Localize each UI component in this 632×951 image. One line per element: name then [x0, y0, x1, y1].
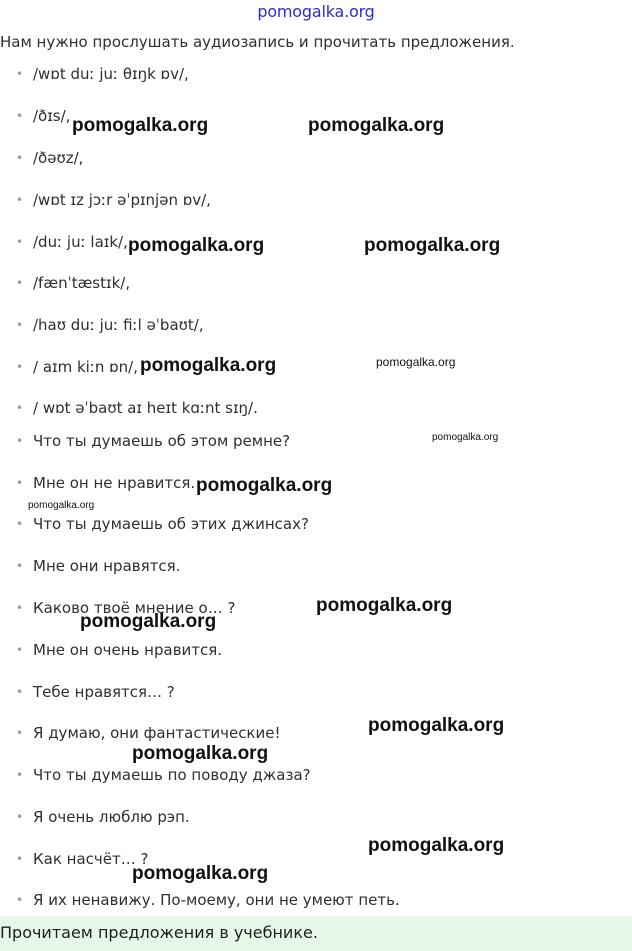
bullet-icon: •: [16, 893, 24, 907]
item-text: / aɪm kiːn ɒn/,: [33, 358, 138, 376]
item-text: Что ты думаешь по поводу джаза?: [33, 766, 311, 784]
item-text: Мне они нравятся.: [33, 557, 181, 575]
watermark: pomogalka.org: [308, 115, 445, 136]
site-header-link[interactable]: pomogalka.org: [257, 2, 375, 21]
item-text: Тебе нравятся… ?: [33, 683, 175, 701]
watermark: pomogalka.org: [28, 500, 95, 511]
bullet-icon: •: [16, 810, 24, 824]
item-text: /duː juː laɪk/,: [33, 233, 128, 251]
bullet-icon: •: [16, 401, 24, 415]
bullet-icon: •: [16, 601, 24, 615]
item-text: /wɒt ɪz jɔːr əˈpɪnjən ɒv/,: [33, 191, 211, 209]
footer-bar: [0, 916, 632, 951]
bullet-icon: •: [16, 109, 24, 123]
footer-text: Прочитаем предложения в учебнике.: [0, 923, 318, 942]
bullet-icon: •: [16, 434, 24, 448]
item-text: Я очень люблю рэп.: [33, 808, 190, 826]
bullet-icon: •: [16, 768, 24, 782]
bullet-icon: •: [16, 67, 24, 81]
watermark: pomogalka.org: [132, 743, 269, 764]
watermark: pomogalka.org: [128, 235, 265, 256]
bullet-icon: •: [16, 235, 24, 249]
bullet-icon: •: [16, 517, 24, 531]
bullet-icon: •: [16, 685, 24, 699]
watermark: pomogalka.org: [72, 115, 209, 136]
bullet-icon: •: [16, 476, 24, 490]
item-text: Каково твоё мнение о… ?: [33, 599, 236, 617]
watermark: pomogalka.org: [80, 611, 217, 632]
item-text: Как насчёт… ?: [33, 850, 149, 868]
item-text: / wɒt əˈbaʊt aɪ heɪt kɑːnt sɪŋ/.: [33, 399, 258, 417]
watermark: pomogalka.org: [196, 475, 333, 496]
item-text: Мне он не нравится.: [33, 474, 196, 492]
bullet-icon: •: [16, 276, 24, 290]
item-text: /ðəʊz/,: [33, 149, 84, 167]
item-text: Что ты думаешь об этих джинсах?: [33, 515, 309, 533]
item-text: /wɒt duː juː θɪŋk ɒv/,: [33, 65, 189, 83]
watermark: pomogalka.org: [140, 355, 277, 376]
bullet-icon: •: [16, 318, 24, 332]
item-text: /ðɪs/,: [33, 107, 71, 125]
bullet-icon: •: [16, 643, 24, 657]
bullet-icon: •: [16, 193, 24, 207]
item-text: Что ты думаешь об этом ремне?: [33, 432, 291, 450]
item-text: Я их ненавижу. По-моему, они не умеют петь.: [33, 891, 400, 909]
item-text: /haʊ duː juː fiːl əˈbaʊt/,: [33, 316, 204, 334]
bullet-icon: •: [16, 151, 24, 165]
watermark: pomogalka.org: [432, 432, 499, 443]
bullet-icon: •: [16, 852, 24, 866]
watermark: pomogalka.org: [316, 595, 453, 616]
item-text: /fænˈtæstɪk/,: [33, 274, 131, 292]
watermark: pomogalka.org: [368, 715, 505, 736]
watermark: pomogalka.org: [368, 835, 505, 856]
watermark: pomogalka.org: [132, 863, 269, 884]
item-text: Мне он очень нравится.: [33, 641, 223, 659]
intro-text: Нам нужно прослушать аудиозапись и прочитать предложения.: [0, 33, 515, 51]
watermark: pomogalka.org: [376, 355, 456, 369]
watermark: pomogalka.org: [364, 235, 501, 256]
bullet-icon: •: [16, 360, 24, 374]
bullet-icon: •: [16, 726, 24, 740]
bullet-icon: •: [16, 559, 24, 573]
item-text: Я думаю, они фантастические!: [33, 724, 281, 742]
